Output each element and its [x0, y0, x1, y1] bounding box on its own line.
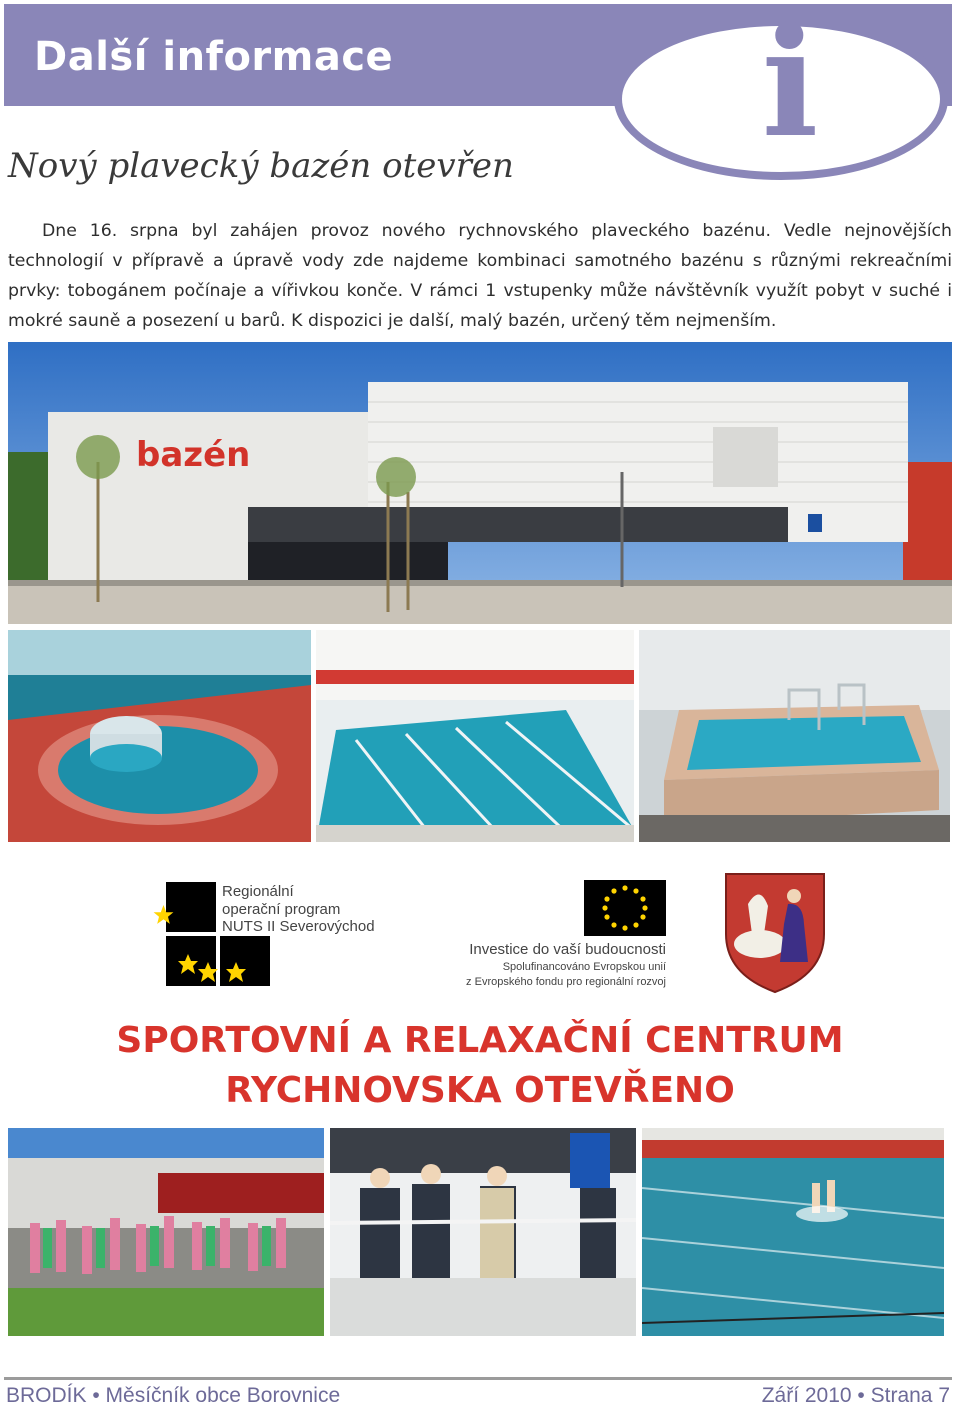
eu-line1: Investice do vaší budoucnosti: [469, 941, 666, 958]
photo-majorettes: [8, 1128, 324, 1336]
footer-page-info: Září 2010 • Strana 7: [761, 1384, 950, 1407]
article-body: Dne 16. srpna byl zahájen provoz nového rychnovského plaveckého bazénu. Vedle nejnovějších technologií v přípravě a úpravě vody zde najdeme kombinaci samotného bazénu s různými rekreačními prvky: tobogánem počínaje a vířivkou konče. V rámci 1 vstupenky může návštěvník využít pobyt v suché i mokré sauně a posezení u barů. K dispozici je další, malý bazén, určený těm nejmenším.: [8, 221, 952, 331]
article-title: Nový plavecký bazén otevřen: [8, 146, 514, 186]
photo-ribbon-cutting: [330, 1128, 636, 1336]
photo-lap-pool: [316, 630, 634, 842]
footer-publication: BRODÍK • Měsíčník obce Borovnice: [6, 1384, 341, 1407]
building-photo: [8, 342, 952, 624]
rop-line3: NUTS II Severovýchod: [222, 918, 375, 935]
footer-rule: [4, 1377, 952, 1380]
eu-line3: z Evropského fondu pro regionální rozvoj: [466, 976, 666, 988]
photo-synchronized-swimming: [642, 1128, 944, 1336]
banner-line1: SPORTOVNÍ A RELAXAČNÍ CENTRUM: [116, 1020, 844, 1061]
rop-line2: operační program: [222, 901, 341, 918]
photo-hot-tub: [639, 630, 950, 842]
rop-line1: Regionální: [222, 883, 294, 900]
building-sign: bazén: [136, 435, 251, 475]
coat-of-arms-icon: [726, 874, 824, 992]
eu-line2: Spolufinancováno Evropskou unií: [502, 961, 666, 973]
section-title: Další informace: [34, 34, 394, 80]
photo-whirlpool: [8, 630, 311, 842]
logos-panel: [8, 844, 952, 1124]
info-icon: i: [761, 0, 819, 171]
banner-line2: RYCHNOVSKA OTEVŘENO: [225, 1070, 735, 1111]
